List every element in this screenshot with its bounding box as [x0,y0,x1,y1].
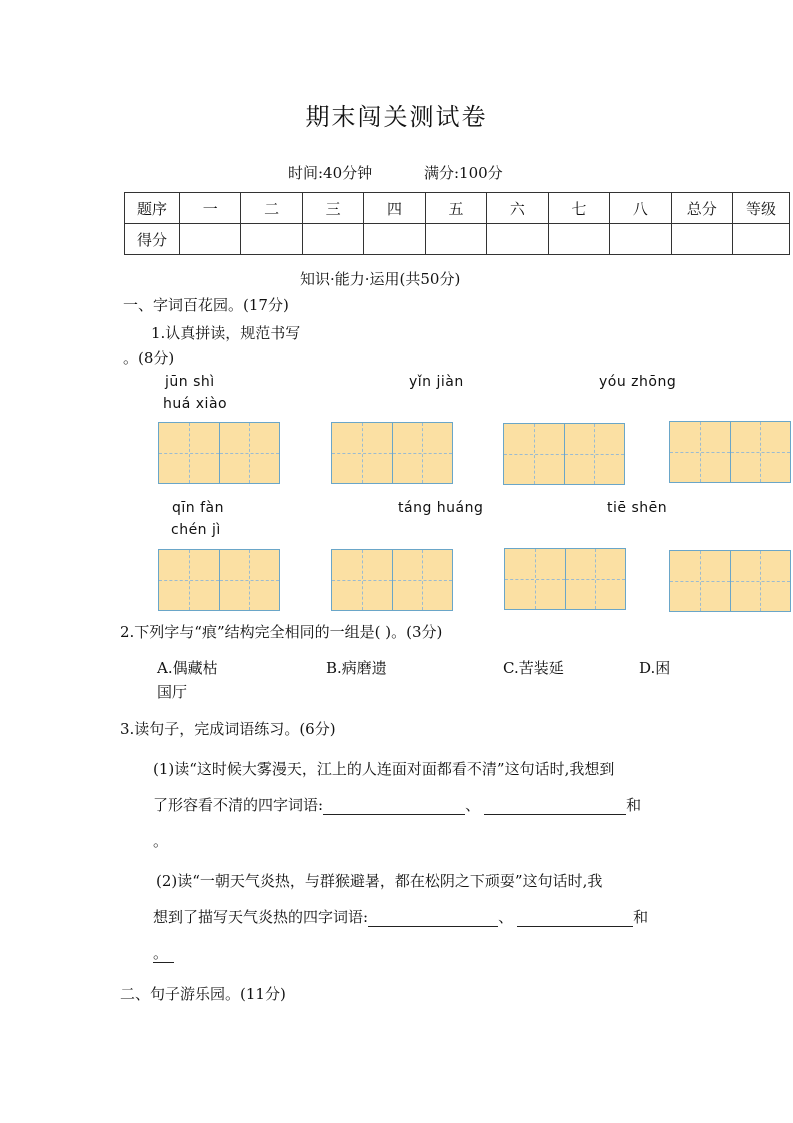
score-col-header: 五 [425,193,486,224]
answer-blank[interactable] [484,798,626,815]
pinyin-label: huá xiào [163,396,228,412]
score-cell[interactable] [671,224,733,255]
q3-2-prompt-text: 想到了描写天气炎热的四字词语: [153,908,369,926]
q3-1-end [153,830,168,851]
writing-grid[interactable] [503,423,625,485]
answer-blank[interactable] [517,910,633,927]
section-knowledge-heading: 知识·能力·运用(共50分) [300,270,461,288]
q2-option-b[interactable]: B.病磨遗 [326,659,387,677]
score-cell[interactable] [302,224,363,255]
q3-2-end [153,942,174,963]
score-col-header: 总分 [671,193,733,224]
q3-2-prompt [153,906,648,927]
score-col-header: 六 [487,193,548,224]
writing-grid[interactable] [669,421,791,483]
q1-title: 1.认真拼读，规范书写 [151,324,301,342]
score-cell[interactable] [548,224,609,255]
exam-time: 时间:40分钟 [288,164,373,182]
pinyin-label: yǐn jiàn [409,374,464,390]
q1-points: 。(8分) [123,349,175,367]
and-text: 和 [626,796,642,814]
separator: 、 [465,796,481,814]
page-title: 期末闯关测试卷 [305,103,488,131]
answer-blank[interactable] [323,798,465,815]
writing-grid[interactable] [669,550,791,612]
writing-grid[interactable] [158,422,280,484]
exam-full-score: 满分:100分 [424,164,503,182]
pinyin-label: táng huáng [398,500,484,516]
writing-grid[interactable] [158,549,280,611]
pinyin-label: chén jì [171,522,221,538]
q2-option-d-continued: 国厅 [157,683,188,701]
score-col-header: 二 [241,193,302,224]
writing-grid[interactable] [331,549,453,611]
period: 。 [153,944,174,963]
q2-option-d[interactable]: D.困 [639,659,671,677]
score-col-header: 等级 [733,193,790,224]
score-col-header: 三 [302,193,363,224]
score-cell[interactable] [425,224,486,255]
score-cell[interactable] [180,224,241,255]
part2-heading: 二、句子游乐园。(11分) [120,985,286,1003]
q3-1-prompt-text: 了形容看不清的四字词语: [153,796,324,814]
q3-2-sentence: (2)读“一朝天气炎热，与群猴避暑，都在松阴之下顽耍”这句话时,我 [156,872,603,890]
score-cell[interactable] [241,224,302,255]
and-text: 和 [633,908,649,926]
writing-grid[interactable] [331,422,453,484]
pinyin-label: tiē shēn [607,500,668,516]
q2-option-a[interactable]: A.偶藏枯 [157,659,218,677]
score-cell[interactable] [733,224,790,255]
pinyin-label: yóu zhōng [599,374,677,390]
q3-1-sentence: (1)读“这时候大雾漫天，江上的人连面对面都看不清”这句话时,我想到 [153,760,615,778]
pinyin-label: jūn shì [165,374,215,390]
score-col-header: 一 [180,193,241,224]
writing-grid[interactable] [504,548,626,610]
q2-title: 2.下列字与“痕”结构完全相同的一组是( )。(3分) [120,623,443,641]
score-cell[interactable] [364,224,425,255]
q2-option-c[interactable]: C.苦装延 [503,659,564,677]
separator: 、 [498,908,514,926]
q3-title: 3.读句子，完成词语练习。(6分) [120,720,336,738]
score-table [124,192,790,255]
score-cell[interactable] [487,224,548,255]
score-cell[interactable] [610,224,671,255]
score-col-header: 八 [610,193,671,224]
pinyin-label: qīn fàn [172,500,224,516]
score-table-score-row [125,224,790,255]
score-col-header: 七 [548,193,609,224]
score-col-header: 四 [364,193,425,224]
period: 。 [153,832,169,850]
answer-blank[interactable] [368,910,498,927]
q3-1-prompt [153,794,641,815]
part1-heading: 一、字词百花园。(17分) [123,296,289,314]
score-row-label: 得分 [125,224,180,255]
score-table-header-row [125,193,790,224]
score-col-header: 题序 [125,193,180,224]
